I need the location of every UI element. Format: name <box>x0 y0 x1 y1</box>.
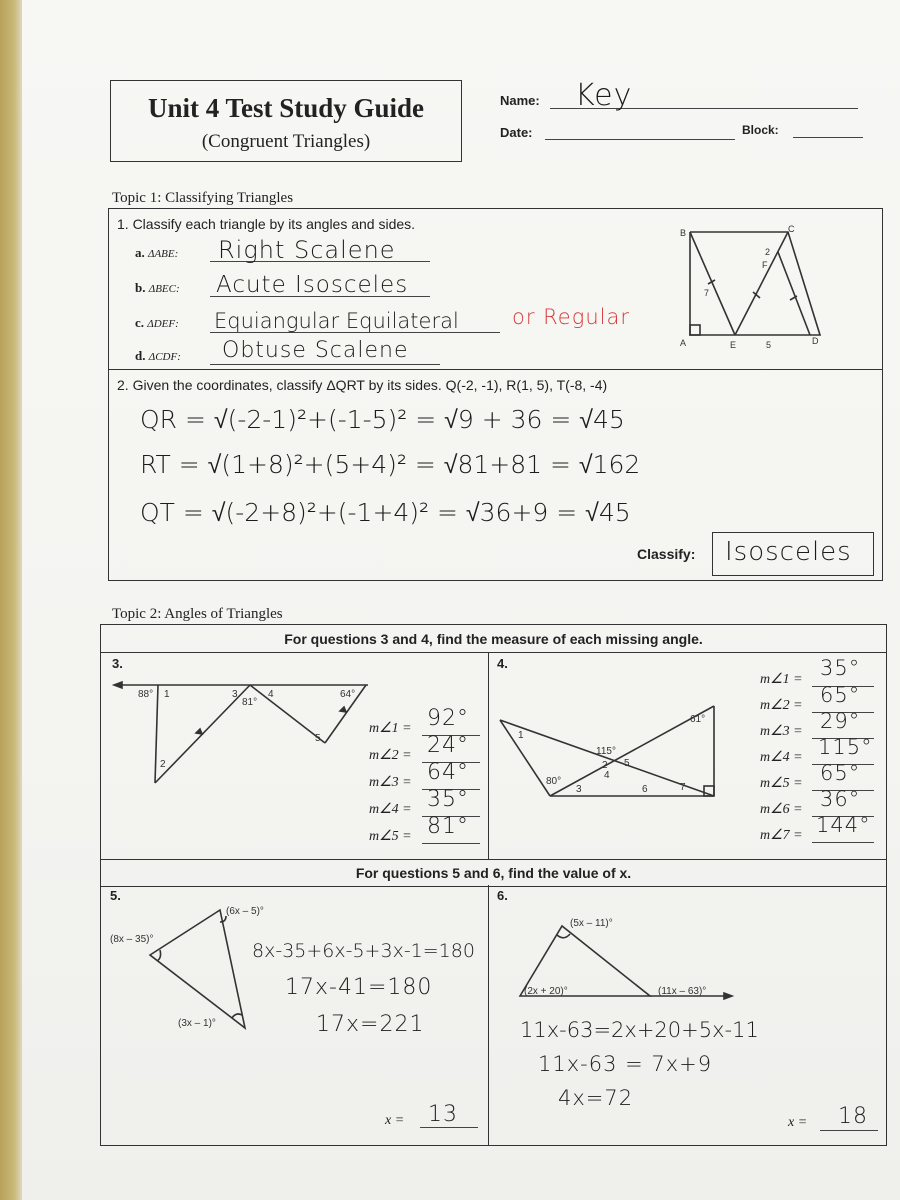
q3-answer-label-4: m∠4 = <box>369 802 412 817</box>
q1-item-d-line <box>210 364 440 365</box>
q4-answer-label-4: m∠4 = <box>760 750 803 765</box>
q1-seg-be <box>690 232 735 335</box>
q2-work-qr: QR = √(-2-1)²+(-1-5)² = √9 + 36 = √45 <box>140 405 625 434</box>
q3-label-2: 2 <box>160 759 166 770</box>
q3-answer-value-5: 81° <box>427 814 469 839</box>
q5-work-line-1: 8x-35+6x-5+3x-1=180 <box>252 940 475 962</box>
topic2-heading: Topic 2: Angles of Triangles <box>112 606 283 622</box>
q3-answer-label-3: m∠3 = <box>369 775 412 790</box>
q1-prompt: 1. Classify each triangle by its angles and sides. <box>117 216 416 232</box>
q4-answer-value-4: 115° <box>818 735 873 759</box>
divider-q5-q6 <box>488 885 489 1145</box>
q4-label-61: 61° <box>690 714 706 725</box>
name-value: Key <box>575 78 633 113</box>
q4-answer-value-5: 65° <box>820 761 861 785</box>
page-title: Unit 4 Test Study Guide <box>147 93 425 123</box>
block-label: Block: <box>742 123 779 137</box>
q1-figure <box>670 222 830 352</box>
name-label: Name: <box>500 93 540 108</box>
date-line <box>545 139 735 140</box>
q1-item-c <box>135 315 179 331</box>
q1-item-a-letter: a. <box>135 245 145 260</box>
q5-work-line-3: 17x=221 <box>316 1012 425 1037</box>
q6-label-right: (11x – 63)° <box>658 986 707 997</box>
q3-label-1: 1 <box>164 689 170 700</box>
q3-label-4: 4 <box>268 689 274 700</box>
q3-answer-value-2: 24° <box>427 733 469 758</box>
q4-label-115: 115° <box>596 746 616 757</box>
q5-angle-mark-bottom <box>232 1014 242 1018</box>
q4-label-4: 4 <box>604 770 610 781</box>
q1-seg-ec <box>735 232 788 335</box>
q4-answer-label-7: m∠7 = <box>760 828 803 843</box>
block-line <box>793 137 863 138</box>
q3-label-88: 88° <box>138 689 154 700</box>
q3-label-64: 64° <box>340 689 356 700</box>
q6-number: 6. <box>497 888 508 903</box>
q2-classify-box <box>712 532 874 576</box>
q6-label-left: (2x + 20)° <box>524 986 568 997</box>
q6-figure <box>510 910 740 1002</box>
q6-work-line-1: 11x-63=2x+20+5x-11 <box>520 1018 759 1042</box>
q3-answer-value-1: 92° <box>427 706 469 731</box>
q4-left-side <box>500 720 550 796</box>
q2-work-rt: RT = √(1+8)²+(5+4)² = √81+81 = √162 <box>140 450 641 479</box>
q1-item-b <box>135 280 180 296</box>
q4-label-6: 6 <box>642 784 648 795</box>
q1-label-5: 5 <box>766 340 772 350</box>
q2-work-qt: QT = √(-2+8)²+(-1+4)² = √36+9 = √45 <box>140 498 631 527</box>
q5-x-value: 13 <box>428 1102 458 1127</box>
page-subtitle: (Congruent Triangles) <box>201 131 371 152</box>
q6-arrow-right <box>724 993 732 999</box>
banner-q3-q4 <box>100 624 887 653</box>
q4-label-5: 5 <box>624 758 630 769</box>
q6-x-value: 18 <box>838 1104 868 1129</box>
divider-q3-q4 <box>488 652 489 859</box>
q1-label-f: F <box>762 260 768 270</box>
q1-label-d: D <box>812 336 819 346</box>
q3-parallel-arrow-2 <box>340 707 346 712</box>
q3-arrow-left <box>114 682 122 688</box>
date-label: Date: <box>500 125 533 140</box>
q5-x-line <box>420 1127 478 1128</box>
banner-q5-q6 <box>100 859 887 887</box>
q4-answer-label-6: m∠6 = <box>760 802 803 817</box>
q3-figure <box>110 675 380 795</box>
q1-answer-d: Obtuse Scalene <box>222 338 409 363</box>
q4-answer-label-5: m∠5 = <box>760 776 803 791</box>
q3-left-tri-side <box>155 685 158 783</box>
q1-item-b-tri: ΔBEC: <box>148 283 180 295</box>
q4-answer-value-6: 36° <box>820 787 861 811</box>
q3-number: 3. <box>112 656 123 671</box>
q1-answer-a: Right Scalene <box>218 236 396 264</box>
q3-right-tri-side <box>250 685 325 743</box>
q1-item-a <box>135 245 178 261</box>
q4-answer-label-3: m∠3 = <box>760 724 803 739</box>
q2-classify-answer: Isosceles <box>725 537 852 567</box>
q5-figure <box>110 900 264 1035</box>
q3-parallel-arrow-1 <box>196 729 202 734</box>
q1-item-b-letter: b. <box>135 280 146 295</box>
q4-label-80: 80° <box>546 776 562 787</box>
q6-work-line-3: 4x=72 <box>558 1086 634 1110</box>
q3-label-5: 5 <box>315 733 321 744</box>
banner-q3-q4-text: For questions 3 and 4, find the measure of each missing angle. <box>284 631 703 647</box>
q1-seg-fd <box>778 252 810 335</box>
q1-answer-b: Acute Isosceles <box>216 272 409 298</box>
q4-label-2: 2 <box>602 760 608 771</box>
q5-angle-mark-left <box>157 950 161 961</box>
q1-label-c: C <box>788 224 795 234</box>
q3-answer-line-5 <box>422 843 480 844</box>
q6-label-top: (5x – 11)° <box>570 918 613 929</box>
q1-item-d-letter: d. <box>135 348 146 363</box>
q4-answer-value-1: 35° <box>820 656 861 680</box>
q4-number: 4. <box>497 656 508 671</box>
q5-label-bottom: (3x – 1)° <box>178 1018 216 1029</box>
q4-label-3: 3 <box>576 784 582 795</box>
q1-label-2: 2 <box>765 247 771 257</box>
q1-item-c-letter: c. <box>135 315 145 330</box>
q1-right-angle-mark <box>690 325 700 335</box>
q3-answer-value-4: 35° <box>427 787 469 812</box>
q4-answer-value-2: 65° <box>820 683 861 707</box>
q1-item-a-tri: ΔABE: <box>148 248 179 260</box>
q1-label-a: A <box>680 338 687 348</box>
q5-triangle <box>150 910 245 1028</box>
q3-label-3: 3 <box>232 689 238 700</box>
q1-answer-c: Equiangular Equilateral <box>214 309 459 333</box>
q1-label-b: B <box>680 228 687 238</box>
q4-label-7: 7 <box>680 782 686 793</box>
q5-x-label: x = <box>385 1113 405 1128</box>
q6-work-line-2: 11x-63 = 7x+9 <box>538 1052 713 1076</box>
q1-item-d-tri: ΔCDF: <box>148 351 181 363</box>
q4-answer-label-1: m∠1 = <box>760 672 803 687</box>
q4-answer-label-2: m∠2 = <box>760 698 803 713</box>
q3-answer-label-2: m∠2 = <box>369 748 412 763</box>
q2-classify-label: Classify: <box>637 546 696 562</box>
q6-angle-mark-top <box>557 934 570 938</box>
q5-work-line-2: 17x-41=180 <box>285 975 433 1000</box>
q3-answer-value-3: 64° <box>427 760 469 785</box>
q1-label-e: E <box>730 340 737 350</box>
q5-number: 5. <box>110 888 121 903</box>
q4-figure <box>494 700 724 802</box>
q3-answer-label-1: m∠1 = <box>369 721 412 736</box>
q5-label-top: (6x – 5)° <box>226 906 264 917</box>
q1-label-7: 7 <box>704 288 710 298</box>
q1-item-c-tri: ΔDEF: <box>147 318 179 330</box>
q1-answer-c-extra: or Regular <box>512 305 630 329</box>
q4-label-1: 1 <box>518 730 524 741</box>
q6-x-line <box>820 1130 878 1131</box>
topic1-heading: Topic 1: Classifying Triangles <box>112 190 294 206</box>
q3-answer-label-5: m∠5 = <box>369 829 412 844</box>
q4-answer-value-7: 144° <box>816 813 871 837</box>
q6-x-label: x = <box>788 1115 808 1130</box>
q2-prompt: 2. Given the coordinates, classify ΔQRT by its sides. Q(-2, -1), R(1, 5), T(-8, -4) <box>117 377 608 393</box>
q5-label-left: (8x – 35)° <box>110 934 154 945</box>
banner-q5-q6-text: For questions 5 and 6, find the value of x. <box>355 865 632 881</box>
title-box <box>110 80 462 162</box>
q4-answer-value-3: 29° <box>820 709 861 733</box>
q3-label-81: 81° <box>242 697 258 708</box>
q4-answer-line-7 <box>812 842 874 843</box>
q1-item-d <box>135 348 181 364</box>
